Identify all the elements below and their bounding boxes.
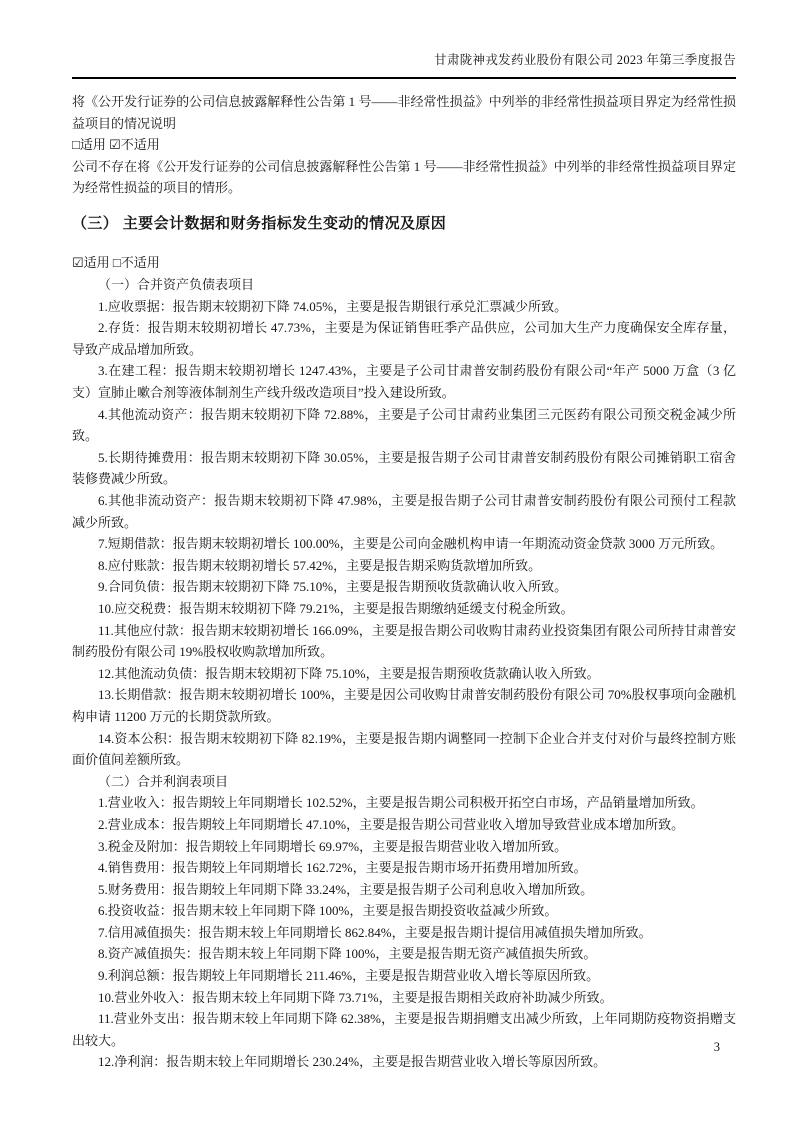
list-item: 9.合同负债：报告期末较期初下降 75.10%，主要是报告期预收货款确认收入所致。: [98, 579, 568, 595]
list-item: 10.应交税费：报告期末较期初下降 79.21%，主要是报告期缴纳延缓支付税金所致。: [98, 600, 574, 616]
list-item: 12.其他流动负债：报告期末较期初下降 75.10%，主要是报告期预收货款确认收入所致。: [98, 665, 600, 681]
list-item: 6.投资收益：报告期末较上年同期下降 100%，主要是报告期投资收益减少所致。: [98, 903, 558, 919]
list-item: 7.信用减值损失：报告期末较上年同期增长 862.84%，主要是报告期计提信用减值损失增加所致。: [98, 924, 652, 940]
list-item: 8.资产减值损失：报告期末较上年同期下降 100%，主要是报告期无资产减值损失所致。: [98, 946, 597, 962]
list-item: 11.营业外支出：报告期末较上年同期下降 62.38%，主要是报告期捐赠支出减少所致，上年同期防疫物资捐赠支出较大。: [72, 1011, 736, 1048]
page-number: 3: [713, 1040, 720, 1054]
list-item: 3.在建工程：报告期末较期初增长 1247.43%，主要是子公司甘肃普安制药股份有限公司“年产 5000 万盒（3 亿支）宣肺止嗽合剂等液体制剂生产线升级改造项目”投入建设所致。: [72, 363, 736, 401]
list-item: 8.应付账款：报告期末较期初增长 57.42%，主要是报告期采购货款增加所致。: [98, 557, 542, 573]
header-rule: [72, 77, 736, 79]
subsection-title: （一）合并资产负债表项目: [98, 277, 255, 293]
list-item: 1.应收票据：报告期末较期初下降 74.05%，主要是报告期银行承兑汇票减少所致。: [98, 298, 568, 314]
page-footer: [714, 1040, 720, 1055]
subsections-container: [72, 274, 736, 1073]
list-item: 11.其他应付款：报告期末较期初增长 166.09%，主要是报告期公司收购甘肃药业投资集团有限公司所持甘肃普安制药股份有限公司 19%股权收购款增加所致。: [72, 622, 736, 660]
list-item: 9.利润总额：报告期较上年同期增长 211.46%，主要是报告期营业收入增长等原因所致。: [98, 968, 600, 984]
list-item: 4.销售费用：报告期较上年同期增长 162.72%，主要是报告期市场开拓费用增加所致。: [98, 860, 587, 876]
list-item: 2.存货：报告期末较期初增长 47.73%，主要是为保证销售旺季产品供应，公司加大生产力度确保安全库存量，导致产成品增加所致。: [72, 320, 736, 357]
applicability-line-intro: □适用 ☑不适用: [72, 137, 160, 153]
list-item: 12.净利润：报告期末较上年同期增长 230.24%，主要是报告期营业收入增长等原因所致。: [98, 1054, 607, 1070]
list-item: 14.资本公积：报告期末较期初下降 82.19%，主要是报告期内调整同一控制下企业合并支付对价与最终控制方账面价值间差额所致。: [72, 730, 736, 768]
nonrecurring-statement-title: 将《公开发行证券的公司信息披露解释性公告第 1 号——非经常性损益》中列举的非经常性损益项目界定为经常性损益项目的情况说明: [72, 94, 736, 131]
page-header: [72, 50, 736, 68]
list-item: 13.长期借款：报告期末较期初增长 100%，主要是因公司收购甘肃普安制药股份有限公司 70%股权事项向金融机构申请 11200 万元的长期贷款所致。: [72, 687, 736, 724]
list-item: 7.短期借款：报告期末较期初增长 100.00%，主要是公司向金融机构申请一年期流动资金贷款 3000 万元所致。: [98, 536, 724, 552]
nonrecurring-statement-body: 公司不存在将《公开发行证券的公司信息披露解释性公告第 1 号——非经常性损益》中列举的非经常性损益项目界定为经常性损益的项目的情形。: [72, 158, 736, 196]
list-item: 5.长期待摊费用：报告期末较期初下降 30.05%，主要是报告期子公司甘肃普安制药股份有限公司摊销职工宿舍装修费减少所致。: [72, 449, 736, 487]
list-item: 1.营业收入：报告期较上年同期增长 102.52%，主要是报告期公司积极开拓空白市场，产品销量增加所致。: [98, 795, 704, 811]
subsection-title: （二）合并利润表项目: [98, 773, 229, 789]
list-item: 6.其他非流动资产：报告期末较期初下降 47.98%，主要是报告期子公司甘肃普安制药股份有限公司预付工程款减少所致。: [72, 493, 736, 530]
list-item: 4.其他流动资产：报告期末较期初下降 72.88%，主要是子公司甘肃药业集团三元医药有限公司预交税金减少所致。: [72, 406, 736, 444]
section-heading: （三） 主要会计数据和财务指标发生变动的情况及原因: [72, 214, 447, 232]
report-title: 甘肃陇神戎发药业股份有限公司 2023 年第三季度报告: [434, 53, 736, 67]
applicability-line-section: ☑适用 □不适用: [72, 255, 160, 271]
list-item: 10.营业外收入：报告期末较上年同期下降 73.71%，主要是报告期相关政府补助减少所致。: [98, 989, 613, 1005]
document-content: [72, 91, 736, 1073]
list-item: 2.营业成本：报告期较上年同期增长 47.10%，主要是报告期公司营业收入增加导致营业成本增加所致。: [98, 816, 685, 832]
list-item: 3.税金及附加：报告期较上年同期增长 69.97%，主要是报告期营业收入增加所致。: [98, 838, 568, 854]
list-item: 5.财务费用：报告期较上年同期下降 33.24%，主要是报告期子公司利息收入增加所致。: [98, 881, 594, 897]
